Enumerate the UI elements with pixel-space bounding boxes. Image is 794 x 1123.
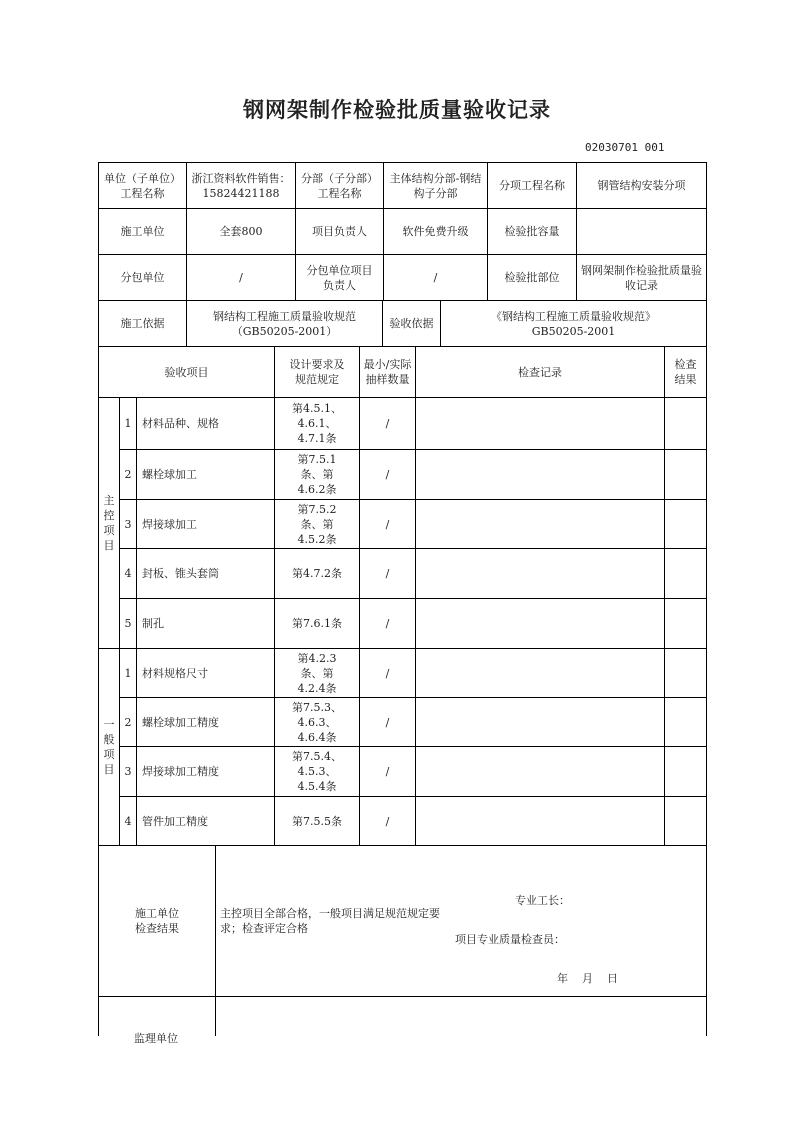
main-item-name-cell: 焊接球加工 <box>136 499 275 549</box>
general-item-name-cell: 管件加工精度 <box>136 796 275 846</box>
constructor-label: 施工单位 <box>98 208 187 255</box>
main-item-record-cell <box>415 598 665 649</box>
subcontract-pm-label: 分包单位项目负责人 <box>295 254 384 301</box>
main-item-result-cell <box>664 548 707 599</box>
capacity-label: 检验批容量 <box>487 208 577 255</box>
main-item-record-cell <box>415 548 665 599</box>
main-item-result-cell <box>664 499 707 549</box>
general-item-record-cell <box>415 648 665 698</box>
accept-basis-value: 《钢结构工程施工质量验收规范》GB50205-2001 <box>440 300 707 347</box>
unit-label: 单位（子单位）工程名称 <box>98 162 187 209</box>
basis-label: 施工依据 <box>98 300 187 347</box>
general-item-sample-cell: / <box>359 746 416 797</box>
main-item-sample-cell: / <box>359 449 416 500</box>
constructor-value: 全套800 <box>186 208 296 255</box>
main-item-name-cell: 封板、锥头套筒 <box>136 548 275 599</box>
main-item-record-cell <box>415 499 665 549</box>
main-item-sample-cell: / <box>359 499 416 549</box>
check-result-label: 施工单位检查结果 <box>98 845 216 997</box>
item-name-label: 分项工程名称 <box>487 162 577 209</box>
supervision-label: 监理单位 <box>134 1032 178 1045</box>
main-item-spec-cell: 第4.5.1、4.6.1、4.7.1条 <box>274 397 360 450</box>
capacity-value <box>576 208 707 255</box>
main-item-result-cell <box>664 397 707 450</box>
col-item-header: 验收项目 <box>98 346 275 398</box>
general-item-no-cell: 2 <box>119 697 137 747</box>
main-item-record-cell <box>415 449 665 500</box>
general-item-sample-cell: / <box>359 697 416 747</box>
unit-value: 浙江资料软件销售：15824421188 <box>186 162 296 209</box>
main-item-spec-cell: 第7.5.2条、第4.5.2条 <box>274 499 360 549</box>
general-item-name-cell: 螺栓球加工精度 <box>136 697 275 747</box>
main-item-no-cell: 4 <box>119 548 137 599</box>
item-name-value: 钢管结构安装分项 <box>576 162 707 209</box>
main-item-spec-cell: 第4.7.2条 <box>274 548 360 599</box>
subcontract-value: / <box>186 254 296 301</box>
general-item-record-cell <box>415 746 665 797</box>
subcontract-label: 分包单位 <box>98 254 187 301</box>
page-title: 钢网架制作检验批质量验收记录 <box>243 98 551 122</box>
location-value: 钢网架制作检验批质量验收记录 <box>576 254 707 301</box>
main-item-no-cell: 3 <box>119 499 137 549</box>
subcontract-pm-value: / <box>383 254 488 301</box>
main-item-no-cell: 5 <box>119 598 137 649</box>
general-item-spec-cell: 第7.5.5条 <box>274 796 360 846</box>
general-item-sample-cell: / <box>359 796 416 846</box>
main-item-sample-cell: / <box>359 548 416 599</box>
form-code: 02030701 001 <box>585 141 665 154</box>
project-manager-label: 项目负责人 <box>295 208 384 255</box>
check-date: 年 月 日 <box>557 972 618 985</box>
col-result-header: 检查结果 <box>664 346 707 398</box>
general-item-spec-cell: 第7.5.3、4.6.3、4.6.4条 <box>274 697 360 747</box>
main-item-name-cell: 制孔 <box>136 598 275 649</box>
main-group-label: 主控项目 <box>98 397 120 649</box>
general-group-label: 一般项目 <box>98 648 120 846</box>
col-record-header: 检查记录 <box>415 346 665 398</box>
main-item-no-cell: 2 <box>119 449 137 500</box>
general-item-record-cell <box>415 697 665 747</box>
foreman-label: 专业工长： <box>515 894 570 907</box>
main-item-record-cell <box>415 397 665 450</box>
main-item-result-cell <box>664 449 707 500</box>
basis-value: 钢结构工程施工质量验收规范（GB50205-2001） <box>186 300 383 347</box>
main-item-sample-cell: / <box>359 598 416 649</box>
main-item-sample-cell: / <box>359 397 416 450</box>
supervision-label-cell <box>98 996 216 1036</box>
col-sample-header: 最小/实际抽样数量 <box>359 346 416 398</box>
check-result-text: 主控项目全部合格，一般项目满足规范规定要求；检查评定合格 <box>220 907 440 935</box>
main-item-spec-cell: 第7.5.1条、第4.6.2条 <box>274 449 360 500</box>
main-item-name-cell: 螺栓球加工 <box>136 449 275 500</box>
accept-basis-label: 验收依据 <box>382 300 441 347</box>
general-item-result-cell <box>664 796 707 846</box>
general-item-spec-cell: 第4.2.3条、第4.2.4条 <box>274 648 360 698</box>
supervision-box <box>215 996 707 1036</box>
general-item-record-cell <box>415 796 665 846</box>
general-item-result-cell <box>664 746 707 797</box>
col-spec-header: 设计要求及规范规定 <box>274 346 360 398</box>
general-item-name-cell: 焊接球加工精度 <box>136 746 275 797</box>
main-item-no-cell: 1 <box>119 397 137 450</box>
project-manager-value: 软件免费升级 <box>383 208 488 255</box>
general-item-no-cell: 3 <box>119 746 137 797</box>
general-item-no-cell: 1 <box>119 648 137 698</box>
general-item-result-cell <box>664 648 707 698</box>
main-item-spec-cell: 第7.6.1条 <box>274 598 360 649</box>
general-item-sample-cell: / <box>359 648 416 698</box>
general-item-no-cell: 4 <box>119 796 137 846</box>
main-item-name-cell: 材料品种、规格 <box>136 397 275 450</box>
location-label: 检验批部位 <box>487 254 577 301</box>
main-item-result-cell <box>664 598 707 649</box>
inspector-label: 项目专业质量检查员： <box>455 933 565 946</box>
general-item-spec-cell: 第7.5.4、4.5.3、4.5.4条 <box>274 746 360 797</box>
general-item-name-cell: 材料规格尺寸 <box>136 648 275 698</box>
subdivision-value: 主体结构分部-钢结构子分部 <box>383 162 488 209</box>
subdivision-label: 分部（子分部）工程名称 <box>295 162 384 209</box>
general-item-result-cell <box>664 697 707 747</box>
